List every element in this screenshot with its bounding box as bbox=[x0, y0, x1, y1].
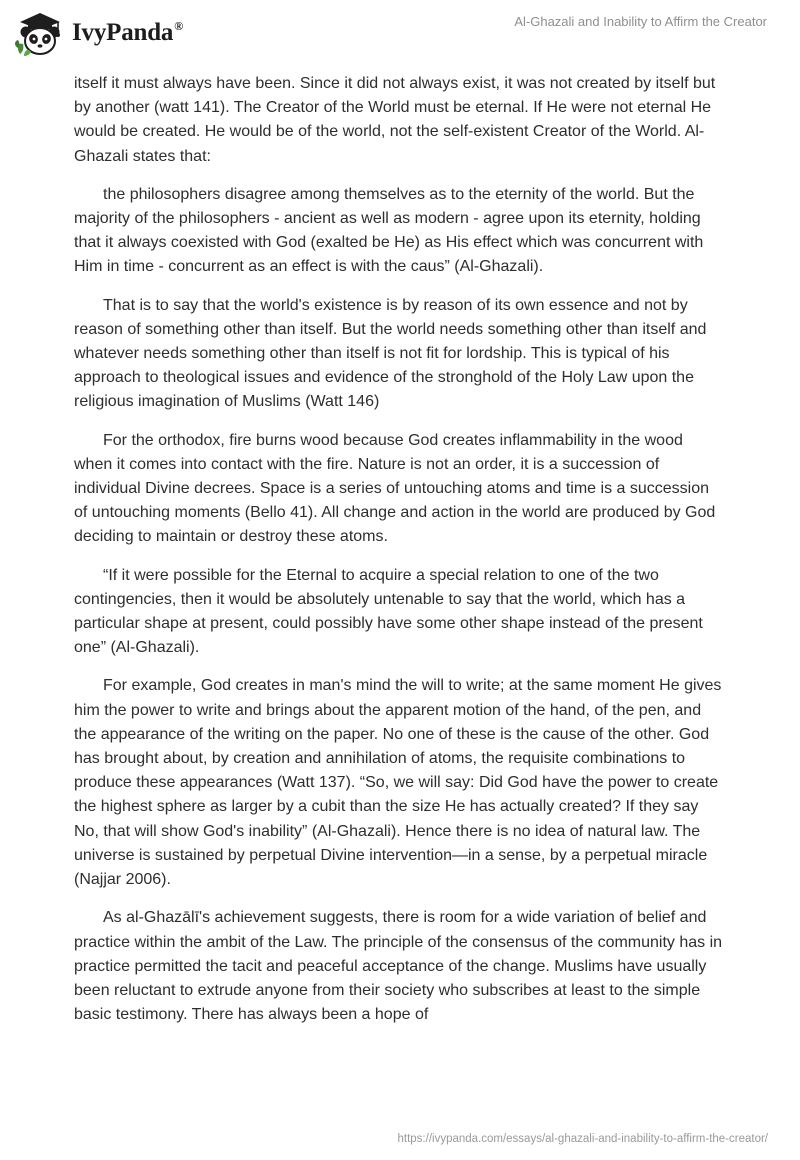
source-url[interactable]: https://ivypanda.com/essays/al-ghazali-and-inability-to-affirm-the-creator/ bbox=[397, 1133, 768, 1145]
paragraph: itself it must always have been. Since it did not always exist, it was not created by itself but by another (watt 141). The Creator of the World must be eternal. If He were not eternal He would be created. He would be of the world, not the self-existent Creator of the World. Al-Ghazali states that: bbox=[74, 75, 716, 165]
quote-paragraph: “If it were possible for the Eternal to acquire a special relation to one of the two contingencies, then it would be absolutely untenable to say that the world, which has a particular shape at present, could possibly have some other shape instead of the present one” (Al-Ghazali). bbox=[74, 566, 703, 657]
page-header bbox=[0, 0, 800, 70]
paragraph: As al-Ghazālī's achievement suggests, there is room for a wide variation of belief and practice within the ambit of the Law. The principle of the consensus of the community has in practice permitted the tacit and peaceful acceptance of the change. Muslims have usually been reluctant to extrude anyone from their society who subscribes at least to the simple basic testimony. There has always been a hope of bbox=[74, 909, 723, 1024]
paragraph: For the orthodox, fire burns wood because God creates inflammability in the wood when it comes into contact with the fire. Nature is not an order, it is a succession of individual Divine decrees. Space is a series of untouching atoms and time is a succession of untouching moments (Bello 41). All change and action in the world are produced by God deciding to maintain or destroy these atoms. bbox=[74, 431, 716, 546]
document-title: Al-Ghazali and Inability to Affirm the Creator bbox=[514, 14, 767, 29]
panda-graduate-icon bbox=[14, 8, 66, 58]
quote-paragraph: the philosophers disagree among themselves as to the eternity of the world. But the majority of the philosophers - ancient as well as modern - agree upon its eternity, holding that it always coexisted with God (exalted be He) as His effect which was concurrent with Him in time - concurrent as an effect is with the caus” (Al-Ghazali). bbox=[74, 185, 704, 276]
ivypanda-logo[interactable] bbox=[14, 8, 183, 58]
paragraph: That is to say that the world's existence is by reason of its own essence and not by reason of something other than itself. But the world needs something other than itself and whatever needs something other than itself is not fit for lordship. This is typical of his approach to theological issues and evidence of the stronghold of the Holy Law upon the religious imagination of Muslims (Watt 146) bbox=[74, 296, 707, 411]
essay-body bbox=[74, 72, 724, 1041]
brand-name: IvyPanda® bbox=[72, 19, 183, 46]
paragraph: For example, God creates in man's mind the will to write; at the same moment He gives him the power to write and brings about the apparent motion of the hand, of the pen, and the appearance of the writing on the paper. No one of these is the cause of the other. God has brought about, by creation and annihilation of atoms, the requisite combinations to produce these appearances (Watt 137). “So, we will say: Did God have the power to create the highest sphere as larger by a cubit than the size He has actually created? If they say No, that will show God's inability” (Al-Ghazali). Hence there is no idea of natural law. The universe is sustained by perpetual Divine intervention—in a sense, by a perpetual miracle (Najjar 2006). bbox=[74, 677, 722, 889]
